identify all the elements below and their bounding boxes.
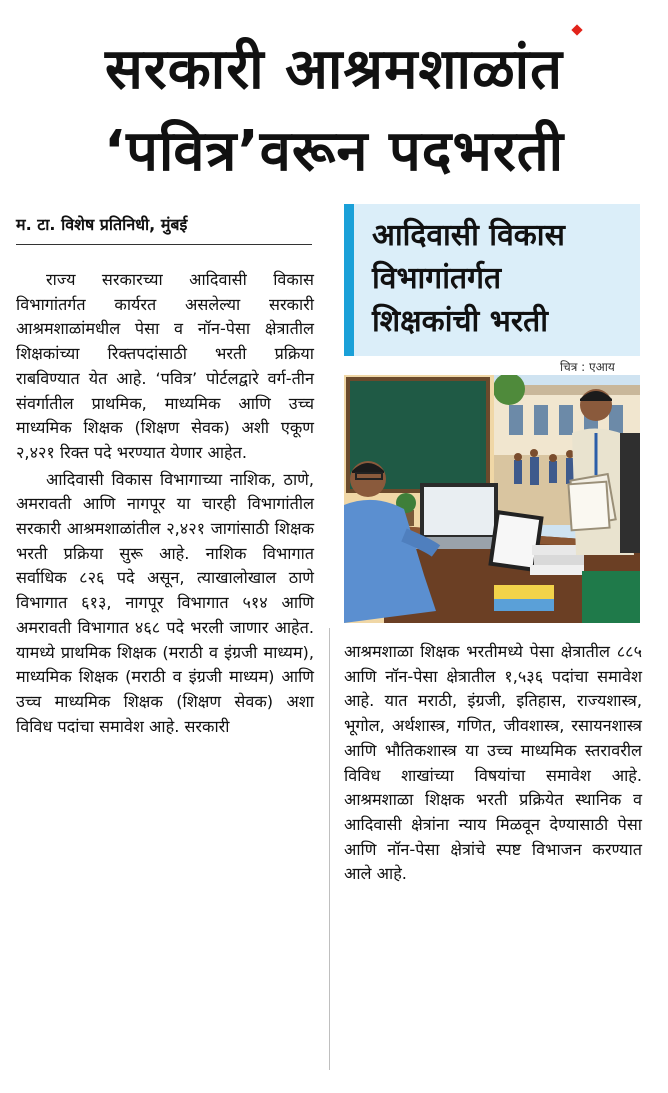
- headline-line-1: सरकारी आश्रमशाळांत: [104, 37, 564, 102]
- sidebar-title-line-3: शिक्षकांची भरती: [372, 304, 548, 339]
- sidebar-title-line-2: विभागांतर्गत: [372, 261, 502, 296]
- article-column-2: [344, 640, 642, 887]
- byline: म. टा. विशेष प्रतिनिधी, मुंबई: [16, 215, 188, 234]
- article-paragraph-1: राज्य सरकारच्या आदिवासी विकास विभागांतर्गत कार्यरत असलेल्या सरकारी आश्रमशाळांमधील पेसा व नॉन-पेसा क्षेत्रातील शिक्षकांच्या रिक्तपदांसाठी भरती प्रक्रिया राबविण्यात येत आहे. ‘पवित्र’ पोर्टलद्वारे वर्ग-तीन संवर्गातील प्राथमिक, माध्यमिक आणि उच्च माध्यमिक शिक्षक (शिक्षण सेवक) अशी एकूण २,४२१ रिक्त पदे भरण्यात येणार आहेत.: [16, 270, 314, 462]
- byline-divider: [16, 244, 312, 245]
- article-photo: [344, 375, 640, 623]
- column-divider: [329, 628, 330, 1070]
- article-column-1: [16, 268, 314, 739]
- image-credit: चित्र : एआय: [560, 360, 615, 374]
- sidebar-box: [344, 204, 640, 356]
- headline-line-2: ‘पवित्र’वरून पदभरती: [103, 119, 565, 184]
- article-paragraph-3: आश्रमशाळा शिक्षक भरतीमध्ये पेसा क्षेत्रातील ८८५ आणि नॉन-पेसा क्षेत्रातील १,५३६ पदांचा समावेश आहे. यात मराठी, इंग्रजी, इतिहास, राज्यशास्त्र, भूगोल, अर्थशास्त्र, गणित, जीवशास्त्र, रसायनशास्त्र आणि भौतिकशास्त्र या उच्च माध्यमिक स्तरावरील विविध शाखांच्या विषयांचा समावेश आहे. आश्रमशाळा शिक्षक भरती प्रक्रियेत स्थानिक व आदिवासी क्षेत्रांना न्याय मिळवून देण्यासाठी पेसा आणि नॉन-पेसा क्षेत्रांचे स्पष्ट विभाजन करण्यात आले आहे.: [344, 642, 642, 884]
- sidebar-title-line-1: आदिवासी विकास: [372, 218, 565, 253]
- sidebar-title: [372, 214, 642, 343]
- article-paragraph-2: आदिवासी विकास विभागाच्या नाशिक, ठाणे, अमरावती आणि नागपूर या चारही विभागांतील सरकारी आश्रमशाळांतील २,४२१ जागांसाठी शिक्षक भरती प्रक्रिया सुरू आहे. नाशिक विभागात सर्वाधिक ८२६ पदे असून, त्याखालोखाल ठाणे विभागात ६१३, नागपूर विभागात ५१४ आणि अमरावती विभागात ४६८ पदे भरली जाणार आहेत. यामध्ये प्राथमिक शिक्षक (मराठी व इंग्रजी माध्यम), माध्यमिक शिक्षक (मराठी व इंग्रजी माध्यम) आणि उच्च माध्यमिक शिक्षक (शिक्षण सेवक) अशा विविध पदांचा समावेश आहे. सरकारी: [16, 469, 314, 736]
- classroom-illustration-icon: [344, 375, 640, 623]
